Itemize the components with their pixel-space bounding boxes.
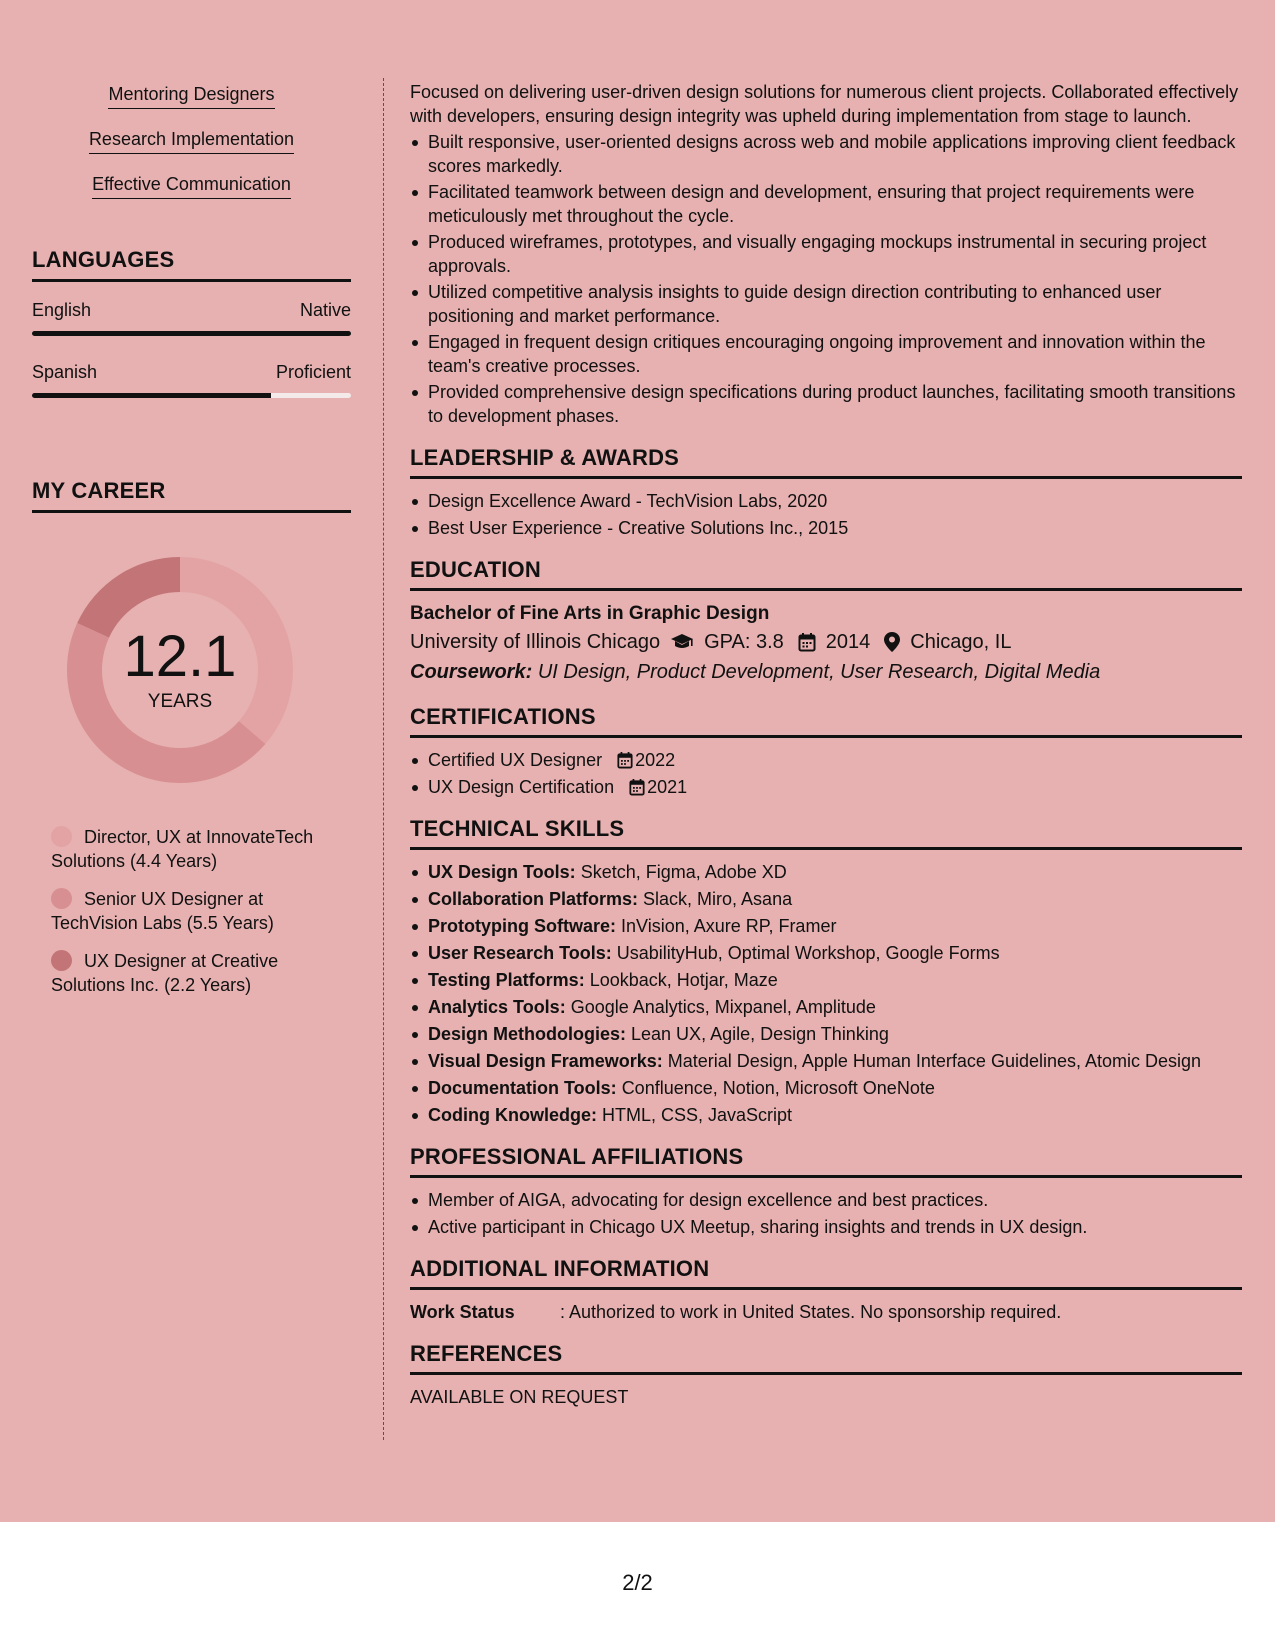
certification-name: UX Design Certification bbox=[428, 777, 615, 797]
language-item bbox=[32, 362, 351, 398]
skill-value: UsabilityHub, Optimal Workshop, Google Forms bbox=[616, 943, 1000, 963]
affiliations-title: PROFESSIONAL AFFILIATIONS bbox=[410, 1145, 1242, 1178]
career-role: Senior UX Designer at TechVision Labs (5.5 Years) bbox=[51, 889, 274, 933]
coursework-list: UI Design, Product Development, User Research, Digital Media bbox=[537, 661, 1101, 683]
experience-bullet: Produced wireframes, prototypes, and visually engaging mockups instrumental in securing project approvals. bbox=[410, 230, 1242, 278]
degree-name: Bachelor of Fine Arts in Graphic Design bbox=[410, 603, 770, 624]
career-legend-item bbox=[51, 887, 351, 935]
graduation-cap-icon bbox=[670, 633, 694, 651]
legend-dot bbox=[51, 826, 72, 847]
career-role: UX Designer at Creative Solutions Inc. (2.2 Years) bbox=[51, 951, 279, 995]
experience-bullet: Engaged in frequent design critiques encouraging ongoing improvement and innovation within the team's creative processes. bbox=[410, 330, 1242, 378]
language-name: Spanish bbox=[32, 362, 98, 382]
strength-item: Research Implementation bbox=[89, 129, 294, 154]
calendar-icon bbox=[798, 632, 816, 652]
skill-item bbox=[410, 941, 1242, 965]
certification-year: 2022 bbox=[635, 750, 676, 770]
gpa: GPA: 3.8 bbox=[704, 631, 784, 653]
career-legend-item bbox=[51, 949, 351, 997]
career-title: MY CAREER bbox=[32, 478, 351, 513]
calendar-icon bbox=[617, 751, 633, 769]
certifications-title: CERTIFICATIONS bbox=[410, 705, 1242, 738]
experience-bullet: Facilitated teamwork between design and development, ensuring that project requirements were meticulously met throughout the cycle. bbox=[410, 180, 1242, 228]
skill-label: Design Methodologies: bbox=[428, 1024, 626, 1044]
award-item: Best User Experience - Creative Solutions Inc., 2015 bbox=[410, 516, 1242, 540]
location-pin-icon bbox=[884, 632, 900, 652]
language-level: Proficient bbox=[275, 362, 351, 382]
leadership-list bbox=[410, 489, 1242, 540]
skill-label: Collaboration Platforms: bbox=[428, 889, 639, 909]
language-bar bbox=[32, 331, 351, 336]
additional-info-title: ADDITIONAL INFORMATION bbox=[410, 1257, 1242, 1290]
coursework bbox=[410, 657, 1242, 687]
strength-item: Effective Communication bbox=[92, 174, 291, 199]
skills-title: TECHNICAL SKILLS bbox=[410, 817, 1242, 850]
skill-value: Lookback, Hotjar, Maze bbox=[589, 970, 778, 990]
skill-label: UX Design Tools: bbox=[428, 862, 576, 882]
career-total-value: 12.1 bbox=[123, 624, 237, 689]
column-divider bbox=[383, 78, 384, 1440]
work-status-value: : Authorized to work in United States. No sponsorship required. bbox=[560, 1302, 1062, 1322]
skill-item bbox=[410, 1103, 1242, 1127]
skill-item bbox=[410, 860, 1242, 884]
affiliation-item: Active participant in Chicago UX Meetup, sharing insights and trends in UX design. bbox=[410, 1215, 1242, 1239]
certification-item bbox=[410, 748, 1242, 772]
leadership-title: LEADERSHIP & AWARDS bbox=[410, 446, 1242, 479]
references-text: AVAILABLE ON REQUEST bbox=[410, 1387, 629, 1407]
skill-label: Prototyping Software: bbox=[428, 916, 616, 936]
skill-item bbox=[410, 1022, 1242, 1046]
right-column bbox=[410, 80, 1242, 1409]
career-donut-chart bbox=[65, 555, 295, 785]
graduation-year: 2014 bbox=[825, 631, 871, 653]
skill-value: Lean UX, Agile, Design Thinking bbox=[631, 1024, 889, 1044]
language-bar-fill bbox=[32, 393, 271, 398]
skill-item bbox=[410, 1049, 1242, 1073]
school-location: Chicago, IL bbox=[910, 631, 1012, 653]
certifications-list bbox=[410, 748, 1242, 799]
skill-value: Material Design, Apple Human Interface Guidelines, Atomic Design bbox=[667, 1051, 1202, 1071]
experience-bullet: Utilized competitive analysis insights to guide design direction contributing to enhanced user positioning and market performance. bbox=[410, 280, 1242, 328]
skill-value: Confluence, Notion, Microsoft OneNote bbox=[621, 1078, 935, 1098]
career-role: Director, UX at InnovateTech Solutions (4.4 Years) bbox=[51, 827, 314, 871]
language-name: English bbox=[32, 300, 92, 320]
career-total-unit: YEARS bbox=[147, 691, 213, 712]
career-legend-item bbox=[51, 825, 351, 873]
education-details bbox=[410, 627, 1242, 657]
legend-dot bbox=[51, 888, 72, 909]
languages-title: LANGUAGES bbox=[32, 247, 351, 282]
language-bar-fill bbox=[32, 331, 351, 336]
skill-item bbox=[410, 1076, 1242, 1100]
affiliation-item: Member of AIGA, advocating for design excellence and best practices. bbox=[410, 1188, 1242, 1212]
certification-name: Certified UX Designer bbox=[428, 750, 603, 770]
skills-list bbox=[410, 860, 1242, 1127]
experience-bullets bbox=[410, 130, 1242, 428]
references-title: REFERENCES bbox=[410, 1342, 1242, 1375]
skill-value: Google Analytics, Mixpanel, Amplitude bbox=[570, 997, 876, 1017]
certification-item bbox=[410, 775, 1242, 799]
skill-item bbox=[410, 914, 1242, 938]
strength-item: Mentoring Designers bbox=[108, 84, 274, 109]
language-level: Native bbox=[299, 300, 351, 320]
career-legend bbox=[51, 825, 351, 997]
skill-label: Testing Platforms: bbox=[428, 970, 585, 990]
skill-value: InVision, Axure RP, Framer bbox=[621, 916, 837, 936]
skill-value: HTML, CSS, JavaScript bbox=[602, 1105, 793, 1125]
affiliations-list bbox=[410, 1188, 1242, 1239]
strengths-list bbox=[32, 84, 351, 219]
skill-label: Analytics Tools: bbox=[428, 997, 566, 1017]
education-title: EDUCATION bbox=[410, 558, 1242, 591]
work-status-row bbox=[410, 1300, 1242, 1324]
experience-summary: Focused on delivering user-driven design solutions for numerous client projects. Collaborated effectively with developers, ensuring design integrity was upheld during implementation from stage to launch. bbox=[410, 82, 1239, 126]
experience-bullet: Built responsive, user-oriented designs across web and mobile applications improving client feedback scores markedly. bbox=[410, 130, 1242, 178]
award-item: Design Excellence Award - TechVision Labs, 2020 bbox=[410, 489, 1242, 513]
page-number: 2/2 bbox=[622, 1570, 653, 1595]
skill-label: Coding Knowledge: bbox=[428, 1105, 597, 1125]
calendar-icon bbox=[629, 778, 645, 796]
skill-item bbox=[410, 968, 1242, 992]
skill-label: Visual Design Frameworks: bbox=[428, 1051, 663, 1071]
skill-item bbox=[410, 995, 1242, 1019]
left-column bbox=[32, 84, 351, 1011]
skill-label: Documentation Tools: bbox=[428, 1078, 617, 1098]
coursework-label: Coursework: bbox=[410, 661, 533, 683]
skill-item bbox=[410, 887, 1242, 911]
language-bar bbox=[32, 393, 351, 398]
certification-year: 2021 bbox=[647, 777, 688, 797]
legend-dot bbox=[51, 950, 72, 971]
skill-value: Slack, Miro, Asana bbox=[643, 889, 793, 909]
experience-bullet: Provided comprehensive design specifications during product launches, facilitating smooth transitions to development phases. bbox=[410, 380, 1242, 428]
language-item bbox=[32, 300, 351, 336]
work-status-label: Work Status bbox=[410, 1302, 515, 1322]
skill-label: User Research Tools: bbox=[428, 943, 612, 963]
school-name: University of Illinois Chicago bbox=[410, 631, 661, 653]
skill-value: Sketch, Figma, Adobe XD bbox=[580, 862, 787, 882]
